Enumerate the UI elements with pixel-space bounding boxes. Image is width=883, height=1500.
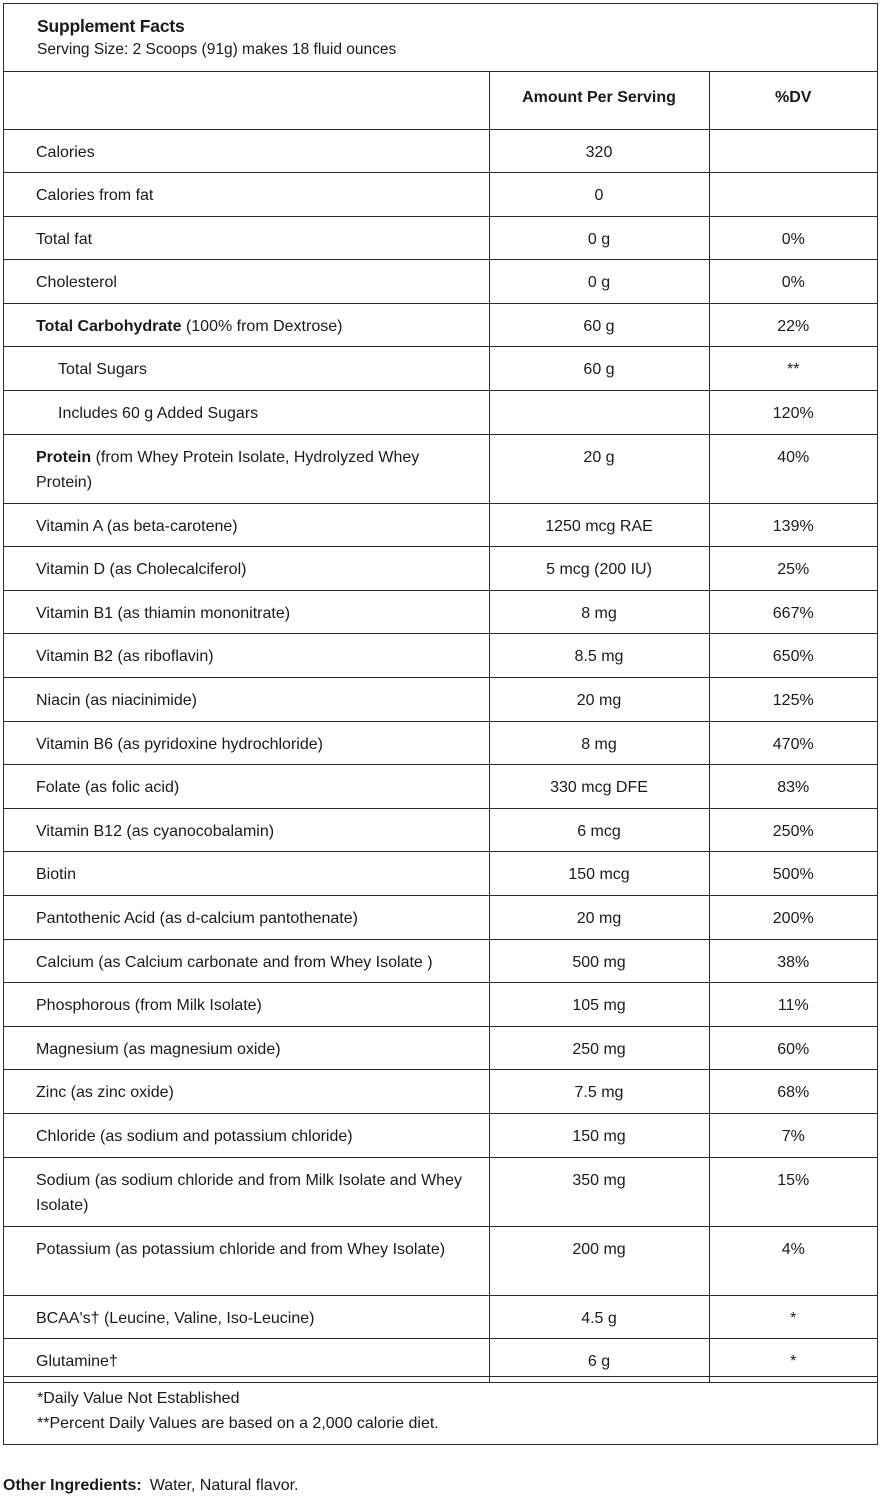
nutrient-name: [4, 808, 489, 852]
nutrient-name-text: (from Whey Protein Isolate, Hydrolyzed Whey Protein): [36, 448, 420, 491]
nutrient-name: [4, 634, 489, 678]
amount-per-serving: 4.5 g: [489, 1295, 709, 1339]
nutrient-name: [4, 765, 489, 809]
daily-value: 667%: [709, 590, 877, 634]
nutrient-name: [4, 260, 489, 304]
amount-per-serving: 1250 mcg RAE: [489, 503, 709, 547]
daily-value: 0%: [709, 260, 877, 304]
daily-value: 500%: [709, 852, 877, 896]
daily-value: *: [709, 1295, 877, 1339]
nutrient-name-text: Potassium (as potassium chloride and from Whey Isolate): [36, 1240, 446, 1258]
table-row: [4, 808, 877, 852]
nutrient-name: [4, 129, 489, 173]
nutrient-name: [4, 939, 489, 983]
table-row: [4, 678, 877, 722]
nutrient-name-text: Niacin (as niacinimide): [36, 692, 197, 710]
daily-value: 4%: [709, 1226, 877, 1295]
daily-value: **: [709, 347, 877, 391]
amount-per-serving: 5 mcg (200 IU): [489, 547, 709, 591]
table-row: [4, 216, 877, 260]
daily-value: 68%: [709, 1070, 877, 1114]
amount-per-serving: 20 mg: [489, 896, 709, 940]
nutrient-name: [4, 1295, 489, 1339]
nutrient-name: [4, 1113, 489, 1157]
table-row: [4, 852, 877, 896]
header-nutrient: [4, 72, 489, 129]
other-ingredients: [3, 1475, 298, 1497]
panel-header: [4, 4, 877, 72]
daily-value: 650%: [709, 634, 877, 678]
table-row: [4, 721, 877, 765]
table-row: [4, 1295, 877, 1339]
daily-value: 15%: [709, 1157, 877, 1226]
amount-per-serving: 6 g: [489, 1339, 709, 1383]
nutrient-name-bold: Total Carbohydrate: [36, 317, 182, 335]
table-header-row: [4, 72, 877, 129]
nutrient-name-text: Folate (as folic acid): [36, 779, 180, 797]
nutrient-name: [4, 590, 489, 634]
header-dv: %DV: [709, 72, 877, 129]
table-row: [4, 1226, 877, 1295]
table-row: [4, 173, 877, 217]
nutrient-name-text: Vitamin B1 (as thiamin mononitrate): [36, 604, 291, 622]
table-row: [4, 547, 877, 591]
nutrient-name: [4, 1070, 489, 1114]
nutrient-name: [4, 678, 489, 722]
panel-title: Supplement Facts: [37, 16, 185, 36]
nutrient-name-text: Zinc (as zinc oxide): [36, 1084, 174, 1102]
footnote-1: *Daily Value Not Established: [37, 1390, 240, 1407]
daily-value: 60%: [709, 1026, 877, 1070]
daily-value: 11%: [709, 983, 877, 1027]
nutrient-name-text: Vitamin D (as Cholecalciferol): [36, 561, 247, 579]
nutrient-name-text: Magnesium (as magnesium oxide): [36, 1040, 281, 1058]
amount-per-serving: 500 mg: [489, 939, 709, 983]
nutrient-name-text: Chloride (as sodium and potassium chloride): [36, 1127, 353, 1145]
table-row: [4, 765, 877, 809]
nutrient-name-text: Total fat: [36, 230, 93, 248]
nutrient-name-text: Includes 60 g Added Sugars: [58, 405, 259, 423]
nutrient-name: [4, 347, 489, 391]
nutrient-name: [4, 173, 489, 217]
table-row: [4, 434, 877, 503]
table-row: [4, 983, 877, 1027]
amount-per-serving: 0: [489, 173, 709, 217]
table-row: [4, 896, 877, 940]
amount-per-serving: 8 mg: [489, 590, 709, 634]
amount-per-serving: 8 mg: [489, 721, 709, 765]
table-row: [4, 1070, 877, 1114]
table-row: [4, 590, 877, 634]
table-row: [4, 347, 877, 391]
amount-per-serving: 20 mg: [489, 678, 709, 722]
amount-per-serving: 60 g: [489, 303, 709, 347]
nutrient-name: [4, 503, 489, 547]
daily-value: 200%: [709, 896, 877, 940]
supplement-facts-panel: [3, 3, 878, 1445]
nutrient-name: [4, 983, 489, 1027]
header-amount: Amount Per Serving: [489, 72, 709, 129]
daily-value: [709, 173, 877, 217]
table-row: [4, 939, 877, 983]
other-ingredients-value: Water, Natural flavor.: [149, 1477, 299, 1494]
daily-value: [709, 129, 877, 173]
amount-per-serving: 8.5 mg: [489, 634, 709, 678]
other-ingredients-label: Other Ingredients:: [3, 1477, 142, 1494]
amount-per-serving: 150 mg: [489, 1113, 709, 1157]
daily-value: 250%: [709, 808, 877, 852]
nutrient-name: [4, 1026, 489, 1070]
amount-per-serving: 105 mg: [489, 983, 709, 1027]
nutrient-name: [4, 721, 489, 765]
nutrient-name: [4, 303, 489, 347]
daily-value: 25%: [709, 547, 877, 591]
amount-per-serving: 200 mg: [489, 1226, 709, 1295]
nutrient-table: [4, 72, 877, 1383]
daily-value: 120%: [709, 391, 877, 435]
amount-per-serving: 7.5 mg: [489, 1070, 709, 1114]
nutrient-name-text: Vitamin B6 (as pyridoxine hydrochloride): [36, 735, 323, 753]
amount-per-serving: 150 mcg: [489, 852, 709, 896]
serving-size: Serving Size: 2 Scoops (91g) makes 18 fluid ounces: [37, 41, 397, 58]
daily-value: 139%: [709, 503, 877, 547]
nutrient-name-text: Vitamin B2 (as riboflavin): [36, 648, 214, 666]
amount-per-serving: 0 g: [489, 260, 709, 304]
nutrient-name-text: Calories from fat: [36, 187, 154, 205]
table-row: [4, 303, 877, 347]
daily-value: 22%: [709, 303, 877, 347]
nutrient-name-text: Vitamin B12 (as cyanocobalamin): [36, 822, 275, 840]
daily-value: 7%: [709, 1113, 877, 1157]
nutrient-name: [4, 1226, 489, 1295]
nutrient-name-text: BCAA's† (Leucine, Valine, Iso-Leucine): [36, 1309, 315, 1327]
nutrient-name-text: Glutamine†: [36, 1353, 118, 1371]
table-row: [4, 260, 877, 304]
daily-value: *: [709, 1339, 877, 1383]
amount-per-serving: 60 g: [489, 347, 709, 391]
nutrient-name: [4, 852, 489, 896]
amount-per-serving: [489, 391, 709, 435]
amount-per-serving: 350 mg: [489, 1157, 709, 1226]
footnote-2: **Percent Daily Values are based on a 2,000 calorie diet.: [37, 1415, 439, 1432]
amount-per-serving: 320: [489, 129, 709, 173]
table-row: [4, 391, 877, 435]
daily-value: 0%: [709, 216, 877, 260]
table-row: [4, 1026, 877, 1070]
nutrient-name-text: Biotin: [36, 866, 77, 884]
daily-value: 125%: [709, 678, 877, 722]
table-row: [4, 503, 877, 547]
daily-value: 83%: [709, 765, 877, 809]
nutrient-name: [4, 547, 489, 591]
amount-per-serving: 20 g: [489, 434, 709, 503]
nutrient-name-text: Sodium (as sodium chloride and from Milk Isolate and Whey Isolate): [36, 1171, 462, 1214]
footnotes: [4, 1376, 877, 1444]
nutrient-name: [4, 434, 489, 503]
nutrient-name-text: Phosphorous (from Milk Isolate): [36, 997, 262, 1015]
nutrient-name: [4, 896, 489, 940]
nutrient-name-bold: Protein: [36, 448, 92, 466]
nutrient-name-text: Calcium (as Calcium carbonate and from Whey Isolate ): [36, 953, 433, 971]
table-row: [4, 1113, 877, 1157]
daily-value: 38%: [709, 939, 877, 983]
daily-value: 470%: [709, 721, 877, 765]
nutrient-name-text: Calories: [36, 143, 95, 161]
table-row: [4, 1157, 877, 1226]
nutrient-name: [4, 1157, 489, 1226]
nutrient-name-text: Vitamin A (as beta-carotene): [36, 517, 238, 535]
nutrient-name-text: Pantothenic Acid (as d-calcium pantothenate): [36, 910, 358, 927]
nutrient-name-text: Cholesterol: [36, 274, 117, 292]
table-row: [4, 634, 877, 678]
amount-per-serving: 0 g: [489, 216, 709, 260]
nutrient-name: [4, 391, 489, 435]
table-row: [4, 129, 877, 173]
nutrient-name-text: Total Sugars: [58, 361, 147, 379]
daily-value: 40%: [709, 434, 877, 503]
nutrient-name: [4, 216, 489, 260]
amount-per-serving: 330 mcg DFE: [489, 765, 709, 809]
nutrient-name-text: (100% from Dextrose): [181, 317, 343, 335]
amount-per-serving: 6 mcg: [489, 808, 709, 852]
amount-per-serving: 250 mg: [489, 1026, 709, 1070]
